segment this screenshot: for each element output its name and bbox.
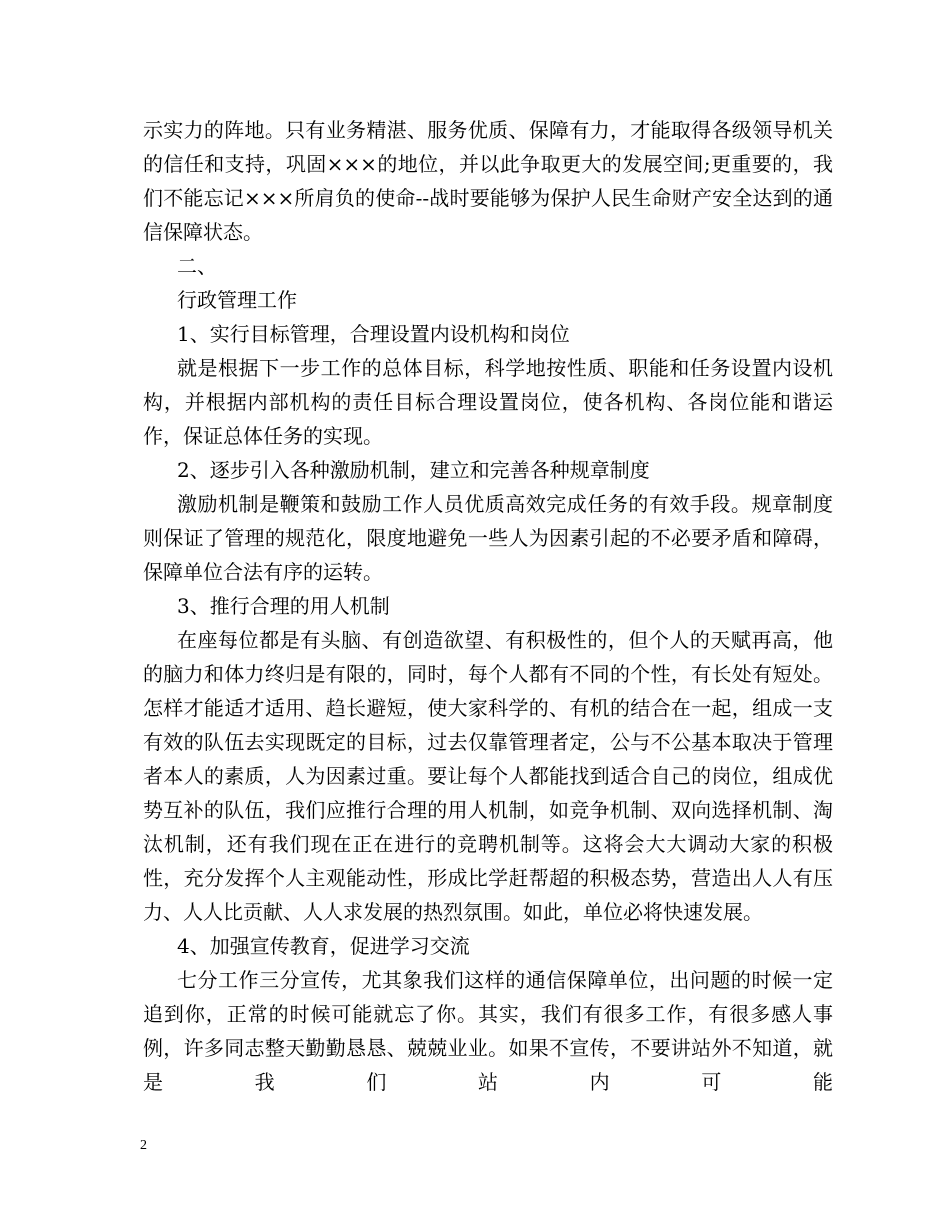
subheading-target-management: 1、实行目标管理，合理设置内设机构和岗位 [177,322,570,346]
paragraph-continued-mission: 示实力的阵地。只有业务精湛、服务优质、保障有力，才能取得各级领导机关的信任和支持，巩固×××的地位，并以此争取更大的发展空间;更重要的，我们不能忘记×××所肩负的使命--战时要能够为保护人民生命财产安全达到的通信保障状态。 [143,118,833,244]
paragraph-employment-mechanism: 在座每位都是有头脑、有创造欲望、有积极性的，但个人的天赋再高，他的脑力和体力终归是有限的，同时，每个人都有不同的个性，有长处有短处。怎样才能适才适用、趋长避短，使大家科学的、有机的结合在一起，组成一支有效的队伍去实现既定的目标，过去仅靠管理者定，公与不公基本取决于管理者本人的素质，人为因素过重。要让每个人都能找到适合自己的岗位，组成优势互补的队伍，我们应推行合理的用人机制，如竞争机制、双向选择机制、淘汰机制，还有我们现在正在进行的竞聘机制等。这将会大大调动大家的积极性，充分发挥个人主观能动性，形成比学赶帮超的积极态势，营造出人人有压力、人人比贡献、人人求发展的热烈氛围。如此，单位必将快速发展。 [143,628,833,924]
subheading-publicity-education: 4、加强宣传教育，促进学习交流 [177,934,470,958]
paragraph-target-management: 就是根据下一步工作的总体目标，科学地按性质、职能和任务设置内设机构，并根据内部机构的责任目标合理设置岗位，使各机构、各岗位能和谐运作，保证总体任务的实现。 [143,356,833,448]
document-body [143,113,833,1099]
section-number-two: 二、 [177,254,217,278]
subheading-employment-mechanism: 3、推行合理的用人机制 [177,594,390,618]
paragraph-incentive-mechanism: 激励机制是鞭策和鼓励工作人员优质高效完成任务的有效手段。规章制度则保证了管理的规范化，限度地避免一些人为因素引起的不必要矛盾和障碍，保障单位合法有序的运转。 [143,492,833,584]
paragraph-publicity-education: 七分工作三分宣传，尤其象我们这样的通信保障单位，出问题的时候一定追到你，正常的时候可能就忘了你。其实，我们有很多工作，有很多感人事例，许多同志整天勤勤恳恳、兢兢业业。如果不宣传，不要讲站外不知道，就是我们站内可能 [143,968,833,1094]
section-heading-admin: 行政管理工作 [177,288,297,312]
page-number: 2 [140,1138,147,1153]
subheading-incentive-mechanism: 2、逐步引入各种激励机制，建立和完善各种规章制度 [177,458,650,482]
